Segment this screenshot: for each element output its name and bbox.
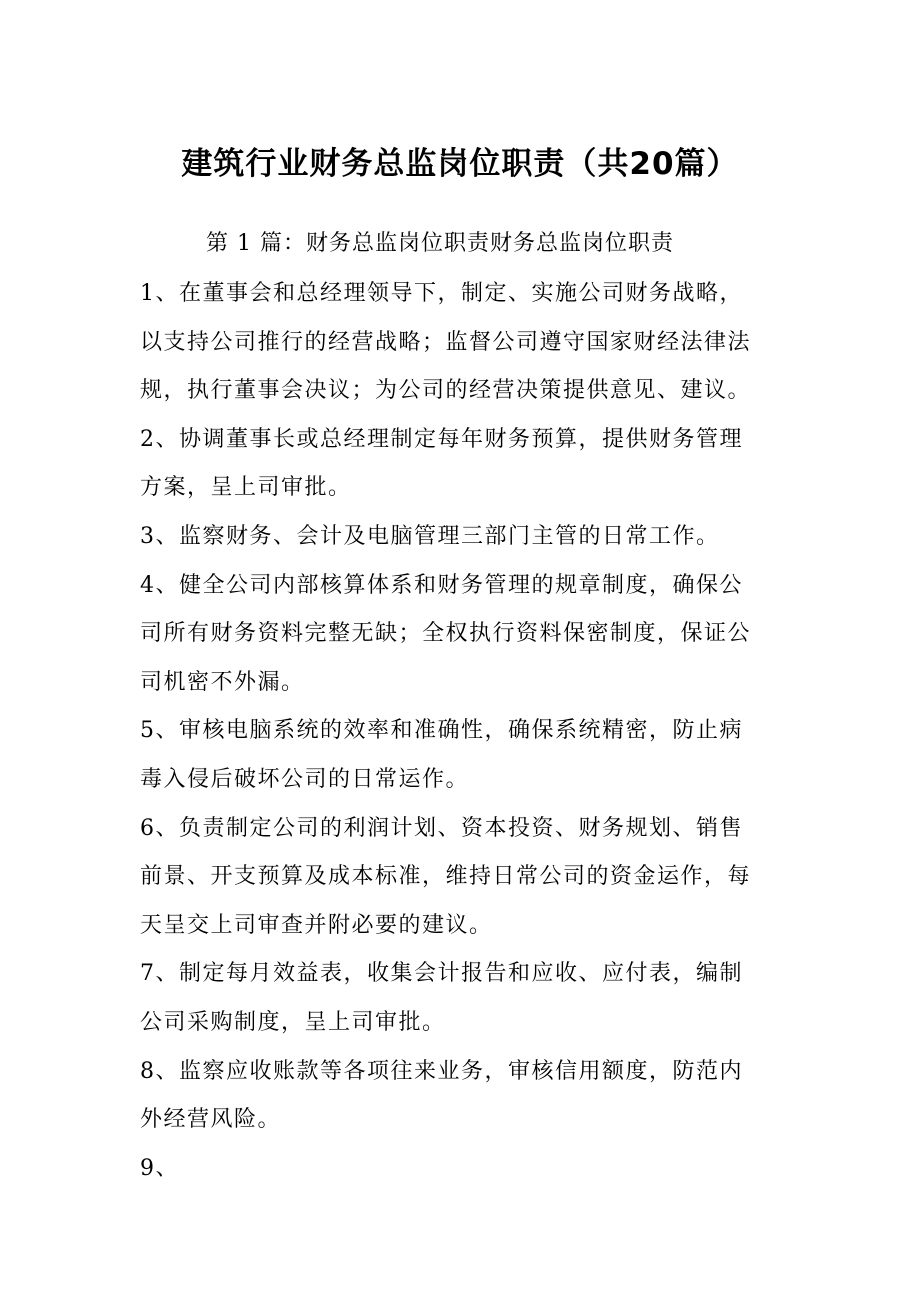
paragraph-line: 1、在董事会和总经理领导下，制定、实施公司财务战略，	[140, 281, 743, 306]
paragraph-item-7	[140, 950, 800, 1047]
paragraph-item-2	[140, 416, 800, 513]
paragraph-line: 前景、开支预算及成本标准，维持日常公司的资金运作，每	[140, 864, 752, 890]
paragraph-line: 公司采购制度，呈上司审批。	[140, 1009, 446, 1035]
paragraph-item-5	[140, 707, 800, 804]
paragraph-item-6	[140, 805, 800, 951]
paragraph-item-8	[140, 1048, 800, 1145]
paragraph-line: 规，执行董事会决议；为公司的经营决策提供意见、建议。	[140, 378, 752, 404]
paragraph-line: 7、制定每月效益表，收集会计报告和应收、应付表，编制	[140, 961, 743, 987]
paragraph-line: 外经营风险。	[140, 1107, 282, 1133]
paragraph-line: 9、	[140, 1155, 179, 1181]
paragraph-line: 3、监察财务、会计及电脑管理三部门主管的日常工作。	[140, 523, 720, 549]
document-title: 建筑行业财务总监岗位职责（共20篇）	[181, 146, 739, 182]
paragraph-line: 2、协调董事长或总经理制定每年财务预算，提供财务管理	[140, 426, 743, 452]
paragraph-line: 5、审核电脑系统的效率和准确性，确保系统精密，防止病	[140, 718, 743, 744]
document-body	[140, 270, 800, 1193]
paragraph-item-1	[140, 270, 800, 416]
paragraph-line: 以支持公司推行的经营战略；监督公司遵守国家财经法律法	[140, 329, 752, 355]
paragraph-line: 天呈交上司审查并附必要的建议。	[140, 912, 493, 938]
paragraph-line: 6、负责制定公司的利润计划、资本投资、财务规划、销售	[140, 815, 743, 841]
paragraph-item-4	[140, 562, 800, 708]
paragraph-line: 4、健全公司内部核算体系和财务管理的规章制度，确保公	[140, 572, 743, 598]
document-subtitle: 第 1 篇：财务总监岗位职责财务总监岗位职责	[206, 231, 674, 256]
paragraph-line: 方案，呈上司审批。	[140, 475, 352, 501]
paragraph-line: 司机密不外漏。	[140, 669, 305, 695]
paragraph-line: 司所有财务资料完整无缺；全权执行资料保密制度，保证公	[140, 621, 752, 647]
paragraph-line: 8、监察应收账款等各项往来业务，审核信用额度，防范内	[140, 1058, 743, 1084]
paragraph-line: 毒入侵后破坏公司的日常运作。	[140, 766, 470, 792]
paragraph-item-9	[140, 1145, 800, 1194]
paragraph-item-3	[140, 513, 800, 562]
